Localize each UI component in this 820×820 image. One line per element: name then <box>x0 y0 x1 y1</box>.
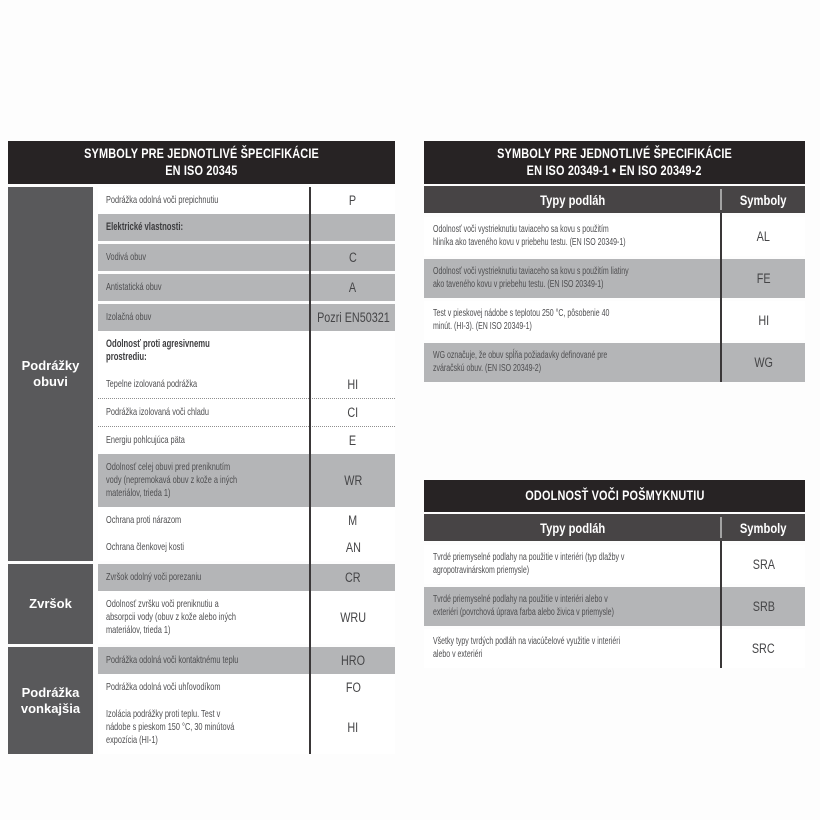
row-symbol <box>311 507 395 534</box>
row-description <box>424 587 722 626</box>
row-symbol-text: SRB <box>752 599 775 614</box>
table-row <box>98 674 395 701</box>
column-header-types <box>424 192 722 208</box>
title-text: SYMBOLY PRE JEDNOTLIVÉ ŠPECIFIKÁCIE <box>84 145 319 161</box>
row-symbol <box>722 545 805 584</box>
column-header-symbols <box>722 520 805 536</box>
column-divider <box>309 187 311 754</box>
table-row <box>424 259 805 298</box>
row-description <box>98 244 311 271</box>
right-table2-title <box>426 487 803 504</box>
row-description-text: Izolácia podrážky proti teplu. Test v nádobe s pieskom 150 °C, 30 minútová expozícia (HI-1) <box>106 708 235 746</box>
left-table-title-line2 <box>10 162 393 179</box>
right-table2-header <box>424 480 805 512</box>
row-symbol-text: E <box>349 433 357 448</box>
right-table1-title-line2 <box>426 162 803 179</box>
row-description <box>98 674 311 701</box>
row-description-text: Izolačná obuv <box>106 311 152 323</box>
column-divider <box>720 213 722 382</box>
row-symbol-text: HI <box>758 313 769 328</box>
row-description-text: Test v pieskovej nádobe s teplotou 250 °C, pôsobenie 40 minút. (HI-3). (EN ISO 20349-1) <box>433 308 610 332</box>
row-symbol-text: CI <box>347 405 359 420</box>
row-description <box>424 629 722 668</box>
row-symbol-text: P <box>349 193 357 208</box>
table-row <box>98 214 395 241</box>
left-table-header <box>8 141 395 184</box>
row-symbol <box>311 534 395 561</box>
column-header-symbols <box>722 192 805 208</box>
column-divider-light <box>720 189 722 210</box>
row-symbol-text: SRC <box>752 641 775 656</box>
row-symbol <box>311 274 395 301</box>
row-description-text: Ochrana proti nárazom <box>106 514 182 526</box>
table-row <box>98 331 395 371</box>
table-row <box>424 587 805 626</box>
column-divider <box>720 541 722 668</box>
row-symbol <box>311 304 395 331</box>
row-description <box>98 647 311 674</box>
row-description <box>424 343 722 382</box>
row-symbol-text: Pozri EN50321 <box>316 310 390 325</box>
table-row <box>424 301 805 340</box>
row-description <box>98 399 311 426</box>
column-header-text: Symboly <box>740 519 787 536</box>
title-text: ODOLNOSŤ VOČI POŠMYKNUTIU <box>524 487 705 503</box>
section-podrazky-obuvi <box>8 187 395 561</box>
row-symbol-text: HI <box>347 720 359 735</box>
row-symbol <box>311 331 395 371</box>
section-rows <box>98 647 395 754</box>
row-description-text: Podrážka odolná voči kontaktnému teplu <box>106 654 239 666</box>
table-row <box>98 244 395 271</box>
row-symbol-text: SRA <box>752 557 775 572</box>
row-symbol <box>311 647 395 674</box>
title-text: EN ISO 20349-1 • EN ISO 20349-2 <box>527 162 702 178</box>
row-description-text: Energiu pohlcujúca päta <box>106 434 185 446</box>
row-description <box>98 564 311 591</box>
table-row <box>98 426 395 454</box>
row-description <box>98 214 311 241</box>
row-symbol <box>311 187 395 214</box>
right-table1-title-line1 <box>426 145 803 162</box>
column-header-text: Typy podláh <box>540 191 606 208</box>
row-symbol-text: WR <box>344 473 362 488</box>
row-description <box>98 274 311 301</box>
row-symbol-text: C <box>349 250 357 265</box>
table-row <box>98 507 395 534</box>
table-row <box>424 629 805 668</box>
row-symbol-text: FE <box>756 271 771 286</box>
table-rows <box>424 545 805 668</box>
row-symbol <box>722 217 805 256</box>
row-description-text: Tvrdé priemyselné podlahy na použitie v interiéri (typ dlažby v agropotravinárskom priemysle) <box>433 552 625 576</box>
section-zvrsok <box>8 564 395 644</box>
row-symbol-text: WRU <box>340 610 366 625</box>
row-symbol <box>722 343 805 382</box>
row-symbol <box>311 371 395 398</box>
column-divider-light <box>720 517 722 538</box>
row-description-text: Podrážka odolná voči prepichnutiu <box>106 194 219 206</box>
row-symbol-text: AL <box>756 229 771 244</box>
row-symbol-text: FO <box>345 680 361 695</box>
table-row <box>98 187 395 214</box>
right-table1-body <box>424 213 805 382</box>
row-description <box>98 331 311 371</box>
row-symbol-text: CR <box>345 570 361 585</box>
row-symbol <box>311 214 395 241</box>
table-row <box>98 454 395 507</box>
row-description-text: Odolnosť proti agresivnemu prostrediu: <box>106 338 210 363</box>
row-description <box>424 259 722 298</box>
left-table-title-line1 <box>10 145 393 162</box>
row-symbol <box>722 259 805 298</box>
row-symbol <box>722 587 805 626</box>
row-symbol <box>722 629 805 668</box>
row-description <box>98 304 311 331</box>
row-symbol <box>311 427 395 454</box>
column-header-text: Symboly <box>740 191 787 208</box>
row-description-text: Podrážka izolovaná voči chladu <box>106 406 209 418</box>
title-text: SYMBOLY PRE JEDNOTLIVÉ ŠPECIFIKÁCIE <box>497 145 732 161</box>
right-table1-column-header <box>424 186 805 213</box>
row-symbol-text: HRO <box>341 653 365 668</box>
title-text: EN ISO 20345 <box>165 162 238 178</box>
row-description-text: Tvrdé priemyselné podlahy na použitie v interiéri alebo v exteriéri (povrchová úprava farba alebo živica v priemysle) <box>433 594 614 618</box>
row-description-text: Odolnosť zvršku voči preniknutiu a absorpcii vody (obuv z kože alebo iných materiálov, trieda 1) <box>106 598 236 636</box>
row-symbol <box>311 454 395 507</box>
row-symbol <box>722 301 805 340</box>
section-label: Zvršok <box>8 564 93 644</box>
section-label: Podrážky obuvi <box>8 187 93 561</box>
row-symbol <box>311 244 395 271</box>
right-table2-body <box>424 541 805 668</box>
table-row <box>98 564 395 591</box>
row-description-text: Odolnosť voči vystrieknutiu taviaceho sa kovu s použitím hliníka ako taveného kovu v priebehu testu. (EN ISO 20349-1) <box>433 224 626 248</box>
row-description-text: Zvršok odolný voči porezaniu <box>106 571 202 583</box>
row-symbol <box>311 591 395 644</box>
row-description-text: Všetky typy tvrdých podláh na viacúčelové využitie v interiéri alebo v exteriéri <box>433 636 621 660</box>
table-row <box>98 591 395 644</box>
row-symbol <box>311 399 395 426</box>
table-row <box>98 304 395 331</box>
table-row <box>424 343 805 382</box>
table-row <box>98 274 395 301</box>
row-description-text: Antistatická obuv <box>106 281 162 293</box>
column-header-text: Typy podláh <box>540 519 606 536</box>
column-header-types <box>424 520 722 536</box>
right-table1-header <box>424 141 805 184</box>
row-description <box>98 427 311 454</box>
section-podrazka-vonkajsia <box>8 647 395 754</box>
row-description <box>424 217 722 256</box>
row-symbol-text: A <box>349 280 357 295</box>
row-description-text: Odolnosť voči vystrieknutiu taviaceho sa kovu s použitím liatiny ako taveného kovu v priebehu testu. (EN ISO 20349-1) <box>433 266 629 290</box>
slip-resistance-table <box>424 480 805 668</box>
row-description <box>98 371 311 398</box>
right-specifications-table <box>424 141 805 382</box>
row-description <box>424 545 722 584</box>
section-rows <box>98 187 395 561</box>
row-description-text: Ochrana členkovej kosti <box>106 541 185 553</box>
left-specifications-table <box>8 141 395 754</box>
right-table2-column-header <box>424 514 805 541</box>
row-description <box>98 701 311 754</box>
section-label: Podrážka vonkajšia <box>8 647 93 754</box>
table-row <box>424 545 805 584</box>
row-description-text: Vodivá obuv <box>106 251 147 263</box>
row-description <box>98 454 311 507</box>
row-description-text: Podrážka odolná voči uhľovodíkom <box>106 681 221 693</box>
table-row <box>424 217 805 256</box>
section-rows <box>98 564 395 644</box>
row-description <box>424 301 722 340</box>
row-description-text: Tepelne izolovaná podrážka <box>106 378 198 390</box>
row-symbol-text: HI <box>347 377 359 392</box>
left-table-body <box>8 187 395 754</box>
table-row <box>98 701 395 754</box>
row-symbol-text: AN <box>345 540 361 555</box>
row-description <box>98 507 311 534</box>
row-description-text: Odolnosť celej obuvi pred preniknutím vody (nepremokavá obuv z kože a iných materiálov, trieda 1) <box>106 461 238 499</box>
row-symbol-text: M <box>348 513 358 528</box>
row-symbol <box>311 674 395 701</box>
row-symbol <box>311 564 395 591</box>
row-symbol-text: WG <box>754 355 773 370</box>
table-row <box>98 371 395 398</box>
row-description <box>98 591 311 644</box>
row-symbol <box>311 701 395 754</box>
row-description-text: WG označuje, že obuv spĺňa požiadavky definované pre zváračskú obuv. (EN ISO 20349-2) <box>433 350 608 374</box>
table-row <box>98 647 395 674</box>
row-description <box>98 534 311 561</box>
table-rows <box>424 217 805 382</box>
row-description-text: Elektrické vlastnosti: <box>106 221 184 233</box>
row-description <box>98 187 311 214</box>
table-row <box>98 534 395 561</box>
table-row <box>98 398 395 426</box>
